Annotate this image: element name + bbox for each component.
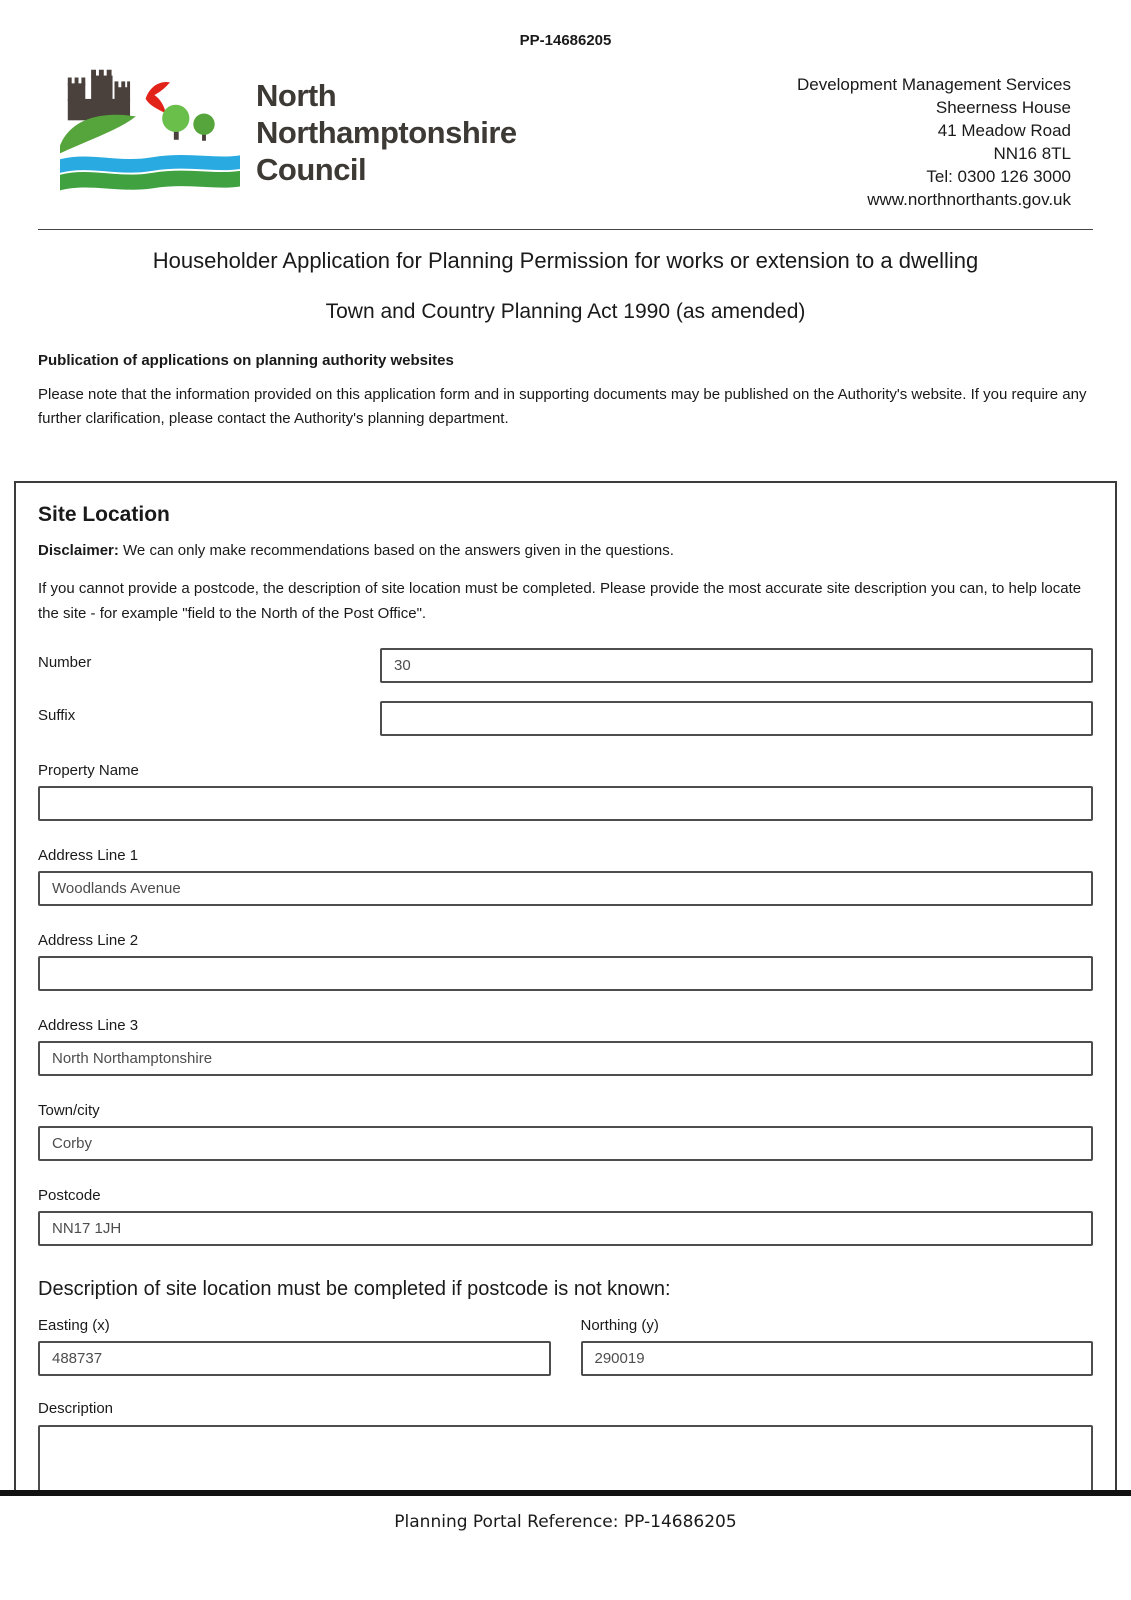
town-label: Town/city bbox=[38, 1102, 100, 1119]
logo-line-3: Council bbox=[256, 151, 367, 187]
easting-input[interactable] bbox=[38, 1341, 551, 1376]
application-reference: PP-14686205 bbox=[519, 32, 612, 49]
contact-line-phone: Tel: 0300 126 3000 bbox=[926, 167, 1071, 186]
address-line-1-label: Address Line 1 bbox=[38, 847, 139, 864]
property-name-input[interactable] bbox=[38, 786, 1093, 821]
disclaimer-text bbox=[38, 540, 1093, 562]
town-field bbox=[38, 1102, 1093, 1161]
postcode-guidance-text: If you cannot provide a postcode, the description of site location must be completed. Please provide the most accurate site description you can, to help locate the site - for example "field to the North of the Post Office". bbox=[38, 580, 1082, 622]
postcode-field bbox=[38, 1187, 1093, 1246]
logo-line-1: North bbox=[256, 77, 337, 113]
easting-label: Easting (x) bbox=[38, 1317, 110, 1334]
address-line-2-label: Address Line 2 bbox=[38, 932, 139, 949]
logo-line-2: Northamptonshire bbox=[256, 114, 517, 150]
property-name-label: Property Name bbox=[38, 762, 139, 779]
site-location-section bbox=[14, 481, 1117, 1496]
address-line-2-field bbox=[38, 932, 1093, 991]
description-label: Description bbox=[38, 1400, 114, 1417]
disclaimer-body: We can only make recommendations based on the answers given in the questions. bbox=[118, 542, 674, 559]
header-divider bbox=[38, 229, 1093, 230]
easting-field bbox=[38, 1317, 551, 1376]
authority-contact-block bbox=[797, 69, 1071, 211]
northing-input[interactable] bbox=[581, 1341, 1094, 1376]
site-location-heading: Site Location bbox=[38, 503, 170, 526]
northing-field bbox=[581, 1317, 1094, 1376]
address-line-3-field bbox=[38, 1017, 1093, 1076]
number-field-row bbox=[38, 648, 1093, 683]
page-header bbox=[60, 69, 1071, 211]
form-subtitle: Town and Country Planning Act 1990 (as amended) bbox=[325, 300, 806, 323]
address-line-1-input[interactable] bbox=[38, 871, 1093, 906]
suffix-label: Suffix bbox=[38, 707, 76, 724]
disclaimer-label: Disclaimer: bbox=[38, 542, 119, 559]
postcode-label: Postcode bbox=[38, 1187, 101, 1204]
description-field bbox=[38, 1400, 1093, 1496]
northing-label: Northing (y) bbox=[580, 1317, 659, 1334]
address-line-1-field bbox=[38, 847, 1093, 906]
address-line-3-input[interactable] bbox=[38, 1041, 1093, 1076]
number-input[interactable] bbox=[380, 648, 1093, 683]
form-title: Householder Application for Planning Permission for works or extension to a dwelling bbox=[152, 248, 979, 273]
contact-line-department: Development Management Services bbox=[796, 75, 1071, 94]
town-input[interactable] bbox=[38, 1126, 1093, 1161]
property-name-field bbox=[38, 762, 1093, 821]
coordinates-row bbox=[38, 1317, 1093, 1376]
council-logo-text bbox=[256, 77, 517, 188]
address-line-2-input[interactable] bbox=[38, 956, 1093, 991]
council-logo-icon bbox=[60, 69, 240, 195]
suffix-input[interactable] bbox=[380, 701, 1093, 736]
description-textarea[interactable] bbox=[38, 1425, 1093, 1496]
council-logo bbox=[60, 69, 517, 195]
suffix-field-row bbox=[38, 701, 1093, 736]
contact-line-street: 41 Meadow Road bbox=[937, 121, 1071, 140]
contact-line-website: www.northnorthants.gov.uk bbox=[867, 190, 1071, 209]
footer-reference: Planning Portal Reference: PP-14686205 bbox=[394, 1512, 737, 1532]
publication-heading: Publication of applications on planning authority websites bbox=[38, 352, 454, 369]
number-label: Number bbox=[38, 654, 92, 671]
address-line-3-label: Address Line 3 bbox=[38, 1017, 139, 1034]
contact-line-postcode: NN16 8TL bbox=[993, 144, 1071, 163]
publication-note: Please note that the information provided on this application form and in supporting documents may be published on the Authority's website. If you require any further clarification, please contact the Authority's planning department. bbox=[38, 386, 1087, 427]
postcode-input[interactable] bbox=[38, 1211, 1093, 1246]
contact-line-building: Sheerness House bbox=[935, 98, 1071, 117]
page-break-divider bbox=[0, 1490, 1131, 1496]
description-section-heading: Description of site location must be completed if postcode is not known: bbox=[38, 1278, 671, 1300]
